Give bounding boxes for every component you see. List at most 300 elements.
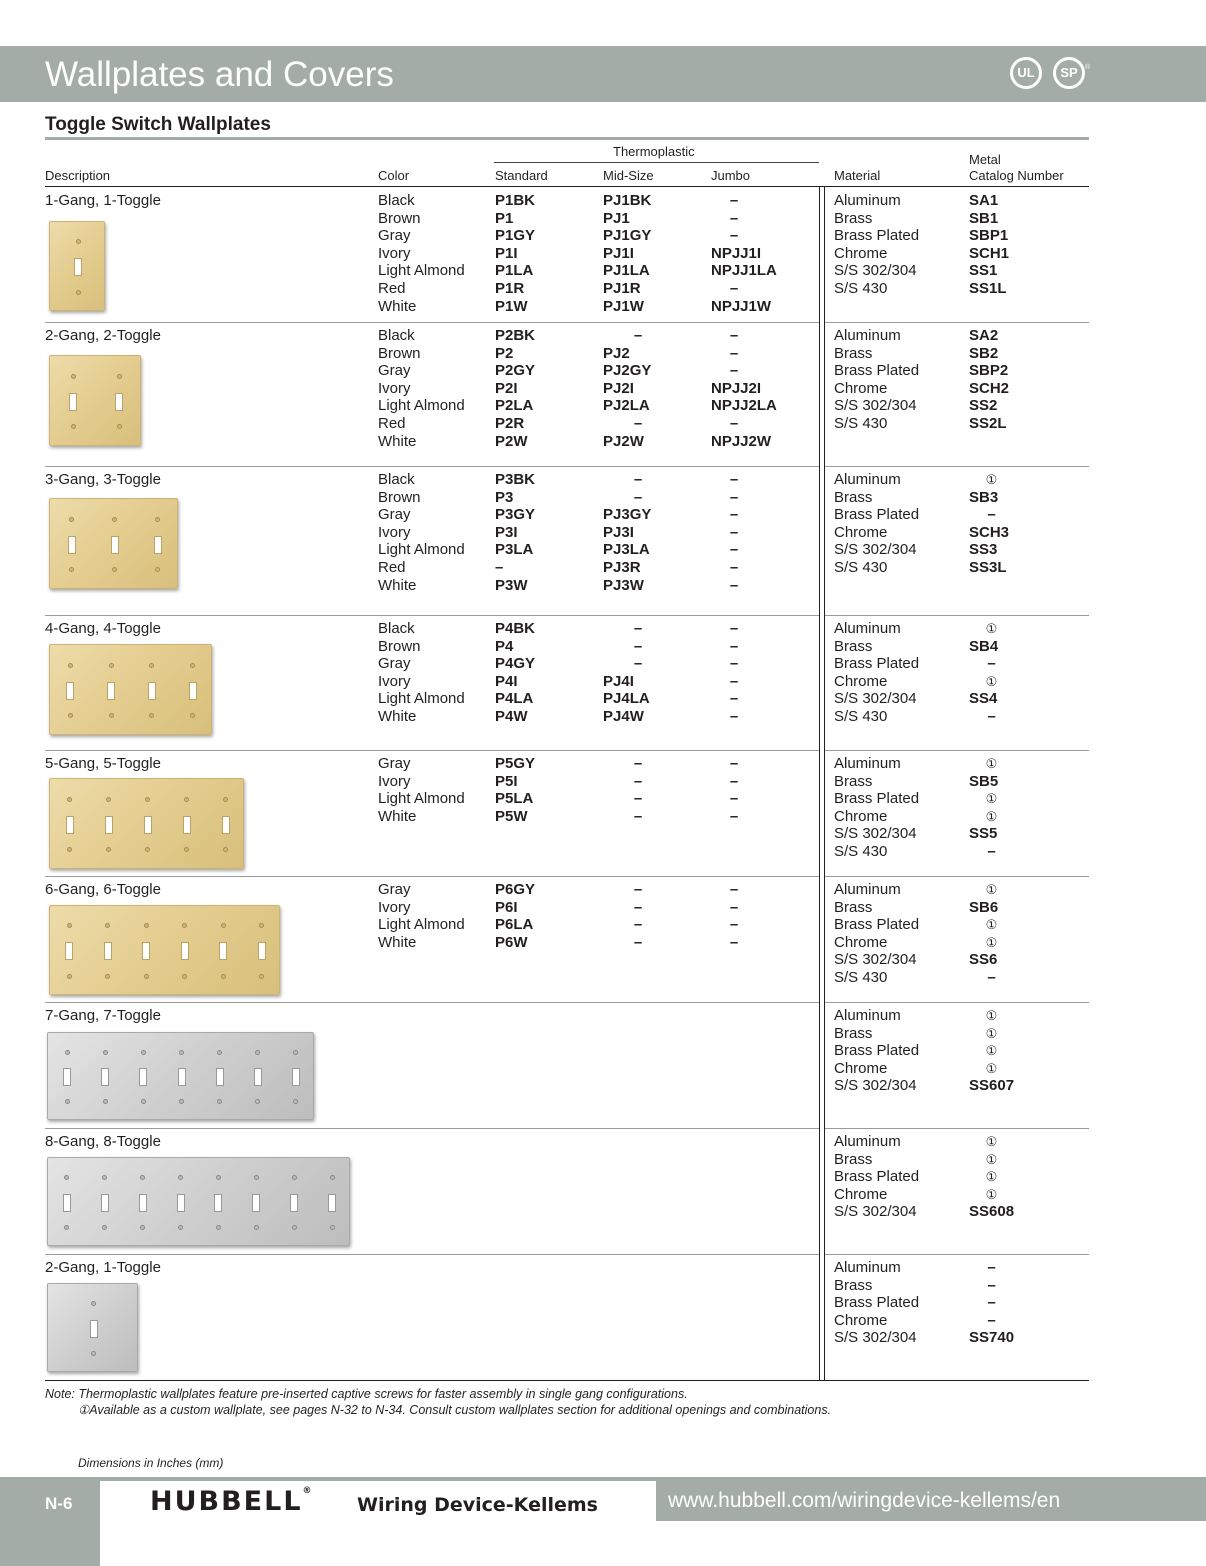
color-list-item: Brown bbox=[378, 209, 421, 227]
wallplate-image bbox=[49, 644, 212, 735]
color-list bbox=[378, 471, 465, 594]
wallplate-image bbox=[47, 1283, 138, 1372]
metal-catalog-item: SA1 bbox=[969, 192, 999, 209]
screw-icon bbox=[149, 663, 154, 668]
screw-icon bbox=[221, 974, 226, 979]
metal-catalog-item: SBP1 bbox=[969, 227, 1009, 245]
toggle-opening bbox=[181, 942, 189, 960]
row-description: 6-Gang, 6-Toggle bbox=[45, 881, 161, 898]
screw-icon bbox=[292, 1175, 297, 1180]
row-separator bbox=[45, 750, 819, 751]
title-rule bbox=[45, 137, 1089, 140]
row-description: 2-Gang, 1-Toggle bbox=[45, 1259, 161, 1276]
color-list bbox=[378, 881, 465, 951]
midsize-catalog-item: – bbox=[633, 881, 643, 898]
metal-catalog-item: ① bbox=[985, 1008, 998, 1023]
jumbo-catalog-item: – bbox=[729, 414, 739, 432]
screw-icon bbox=[179, 1050, 184, 1055]
screw-icon bbox=[105, 974, 110, 979]
screw-icon bbox=[68, 713, 73, 718]
metal-catalog-item: SA2 bbox=[969, 327, 999, 344]
material-list-item: Brass bbox=[834, 1150, 873, 1168]
metal-catalog-item: – bbox=[987, 655, 996, 673]
table-bottom-rule bbox=[45, 1380, 1089, 1381]
standard-catalog-list-item: P5LA bbox=[495, 790, 534, 808]
screw-icon bbox=[217, 1050, 222, 1055]
standard-catalog-list-item: P4W bbox=[495, 707, 528, 725]
midsize-catalog-item: – bbox=[633, 414, 643, 432]
material-list-item: S/S 302/304 bbox=[834, 397, 917, 415]
material-list-item: Brass bbox=[834, 1024, 873, 1042]
material-list-item: Chrome bbox=[834, 1185, 888, 1203]
wallplate-image bbox=[47, 1157, 350, 1246]
color-list-item: Red bbox=[378, 414, 406, 432]
metal-catalog-item: ① bbox=[985, 882, 998, 897]
footer-url-box bbox=[656, 1481, 1206, 1521]
toggle-opening bbox=[222, 816, 230, 834]
screw-icon bbox=[155, 517, 160, 522]
screw-icon bbox=[178, 1175, 183, 1180]
material-list bbox=[834, 192, 919, 298]
metal-catalog-item: SS607 bbox=[969, 1077, 1015, 1095]
toggle-opening bbox=[328, 1194, 336, 1212]
standard-catalog-list-item: P2W bbox=[495, 432, 528, 450]
midsize-catalog-item: PJ4W bbox=[603, 707, 644, 725]
metal-catalog-item: – bbox=[987, 842, 996, 860]
color-list-item: White bbox=[378, 933, 417, 951]
standard-catalog-list-item: P4GY bbox=[495, 655, 536, 673]
toggle-opening bbox=[139, 1068, 147, 1086]
metal-catalog-item: ① bbox=[985, 934, 998, 950]
jumbo-catalog-item: NPJJ1W bbox=[711, 297, 772, 315]
standard-catalog-list-item: P4LA bbox=[495, 690, 534, 708]
screw-icon bbox=[106, 847, 111, 852]
metal-catalog-item: SB5 bbox=[969, 772, 999, 790]
jumbo-catalog-item: – bbox=[729, 192, 739, 209]
standard-catalog-list bbox=[495, 755, 535, 825]
color-list-item: Gray bbox=[378, 362, 411, 380]
material-list-item: Aluminum bbox=[834, 755, 901, 772]
row-separator bbox=[45, 322, 819, 323]
metal-catalog-item: ① bbox=[985, 621, 998, 636]
midsize-catalog-item: – bbox=[633, 807, 643, 825]
toggle-opening bbox=[177, 1194, 185, 1212]
midsize-catalog-item: PJ2W bbox=[603, 432, 644, 450]
toggle-opening bbox=[154, 536, 162, 554]
metal-catalog-list bbox=[969, 620, 1014, 726]
color-list-item: White bbox=[378, 297, 417, 315]
material-list-item: S/S 430 bbox=[834, 279, 888, 297]
standard-catalog-list-item: – bbox=[495, 558, 504, 576]
metal-catalog-list bbox=[969, 1007, 1014, 1095]
screw-icon bbox=[105, 923, 110, 928]
toggle-opening bbox=[183, 816, 191, 834]
material-list bbox=[834, 620, 919, 726]
midsize-catalog-list bbox=[603, 471, 673, 594]
toggle-opening bbox=[68, 536, 76, 554]
metal-catalog-item: – bbox=[987, 968, 996, 986]
color-list-item: Black bbox=[378, 327, 415, 344]
material-list bbox=[834, 1133, 919, 1221]
midsize-catalog-item: PJ3LA bbox=[603, 541, 650, 559]
screw-icon bbox=[91, 1301, 96, 1306]
toggle-opening bbox=[214, 1194, 222, 1212]
standard-catalog-list bbox=[495, 327, 535, 450]
color-list-item: Light Almond bbox=[378, 397, 465, 415]
row-description: 2-Gang, 2-Toggle bbox=[45, 327, 161, 344]
jumbo-catalog-item: – bbox=[729, 327, 739, 344]
material-list bbox=[834, 1007, 919, 1095]
toggle-opening bbox=[101, 1194, 109, 1212]
standard-catalog-list bbox=[495, 192, 535, 315]
material-list-item: Brass bbox=[834, 637, 873, 655]
screw-icon bbox=[259, 974, 264, 979]
jumbo-catalog-item: – bbox=[729, 755, 739, 772]
color-list-item: Red bbox=[378, 558, 406, 576]
color-list-item: Gray bbox=[378, 755, 411, 772]
toggle-opening bbox=[74, 258, 82, 276]
standard-catalog-list-item: P6GY bbox=[495, 881, 536, 898]
standard-catalog-list-item: P5I bbox=[495, 772, 518, 790]
standard-catalog-list-item: P2I bbox=[495, 379, 518, 397]
material-list-item: S/S 302/304 bbox=[834, 541, 917, 559]
toggle-opening bbox=[66, 682, 74, 700]
screw-icon bbox=[184, 847, 189, 852]
row-separator bbox=[825, 615, 1089, 616]
screw-icon bbox=[65, 1050, 70, 1055]
brand-subtitle: Wiring Device-Kellems bbox=[357, 1494, 598, 1516]
material-list bbox=[834, 881, 919, 987]
standard-catalog-list bbox=[495, 620, 535, 726]
color-list-item: Black bbox=[378, 471, 415, 488]
color-list-item: Ivory bbox=[378, 772, 411, 790]
toggle-opening bbox=[107, 682, 115, 700]
color-list-item: Black bbox=[378, 192, 415, 209]
row-separator bbox=[825, 1254, 1089, 1255]
jumbo-catalog-item: – bbox=[729, 790, 739, 808]
jumbo-catalog-item: – bbox=[729, 488, 739, 506]
screw-icon bbox=[149, 713, 154, 718]
metal-catalog-item: ① bbox=[985, 472, 998, 487]
toggle-opening bbox=[254, 1068, 262, 1086]
jumbo-catalog-item: NPJJ1LA bbox=[711, 262, 777, 280]
metal-catalog-item: SS740 bbox=[969, 1329, 1015, 1347]
midsize-catalog-item: PJ1BK bbox=[603, 192, 652, 209]
material-list-item: Brass bbox=[834, 1276, 873, 1294]
header-description: Description bbox=[45, 168, 111, 183]
screw-icon bbox=[109, 663, 114, 668]
midsize-catalog-item: PJ1 bbox=[603, 209, 630, 227]
toggle-opening bbox=[219, 942, 227, 960]
screw-icon bbox=[102, 1175, 107, 1180]
screw-icon bbox=[141, 1099, 146, 1104]
screw-icon bbox=[216, 1225, 221, 1230]
standard-catalog-list-item: P1R bbox=[495, 279, 525, 297]
midsize-catalog-list bbox=[603, 620, 673, 726]
material-list-item: S/S 302/304 bbox=[834, 1203, 917, 1221]
metal-catalog-item: SS6 bbox=[969, 951, 998, 969]
jumbo-catalog-item: – bbox=[729, 227, 739, 245]
row-separator bbox=[45, 876, 819, 877]
jumbo-catalog-item: – bbox=[729, 672, 739, 690]
toggle-opening bbox=[290, 1194, 298, 1212]
color-list bbox=[378, 327, 465, 450]
midsize-catalog-item: PJ2 bbox=[603, 344, 630, 362]
screw-icon bbox=[259, 923, 264, 928]
jumbo-catalog-list bbox=[711, 881, 757, 951]
color-list-item: Gray bbox=[378, 881, 411, 898]
jumbo-catalog-item: – bbox=[729, 344, 739, 362]
midsize-catalog-list bbox=[603, 192, 673, 315]
material-list-item: S/S 302/304 bbox=[834, 1077, 917, 1095]
screw-icon bbox=[190, 663, 195, 668]
row-separator bbox=[825, 466, 1089, 467]
screw-icon bbox=[68, 663, 73, 668]
screw-icon bbox=[102, 1225, 107, 1230]
midsize-catalog-item: PJ3GY bbox=[603, 506, 652, 524]
screw-icon bbox=[69, 517, 74, 522]
standard-catalog-list-item: P3LA bbox=[495, 541, 534, 559]
color-list-item: Ivory bbox=[378, 898, 411, 916]
midsize-catalog-item: PJ1LA bbox=[603, 262, 650, 280]
midsize-catalog-item: – bbox=[633, 916, 643, 934]
color-list-item: Red bbox=[378, 279, 406, 297]
toggle-opening bbox=[65, 942, 73, 960]
standard-catalog-list-item: P2R bbox=[495, 414, 525, 432]
toggle-opening bbox=[258, 942, 266, 960]
registered-mark: ® bbox=[1085, 64, 1091, 71]
material-list-item: S/S 430 bbox=[834, 558, 888, 576]
metal-catalog-item: SCH3 bbox=[969, 523, 1010, 541]
jumbo-catalog-item: – bbox=[729, 690, 739, 708]
row-separator bbox=[45, 1254, 819, 1255]
material-list-item: Aluminum bbox=[834, 327, 901, 344]
screw-icon bbox=[223, 847, 228, 852]
jumbo-catalog-item: – bbox=[729, 807, 739, 825]
screw-icon bbox=[255, 1099, 260, 1104]
midsize-catalog-item: PJ3R bbox=[603, 558, 641, 576]
metal-catalog-item: ① bbox=[985, 808, 998, 824]
material-list-item: Brass bbox=[834, 772, 873, 790]
metal-catalog-item: SS4 bbox=[969, 690, 998, 708]
color-list-item: Light Almond bbox=[378, 262, 465, 280]
metal-catalog-item: ① bbox=[985, 1025, 998, 1041]
color-list-item: Gray bbox=[378, 655, 411, 673]
row-description: 4-Gang, 4-Toggle bbox=[45, 620, 161, 637]
midsize-catalog-list bbox=[603, 755, 673, 825]
screw-icon bbox=[254, 1225, 259, 1230]
midsize-catalog-item: – bbox=[633, 790, 643, 808]
ul-certification-icon: UL bbox=[1010, 57, 1042, 89]
material-list-item: Chrome bbox=[834, 933, 888, 951]
midsize-catalog-item: – bbox=[633, 655, 643, 673]
color-list-item: Gray bbox=[378, 227, 411, 245]
material-list-item: Brass Plated bbox=[834, 506, 920, 524]
material-list-item: Aluminum bbox=[834, 881, 901, 898]
material-list-item: Aluminum bbox=[834, 1007, 901, 1024]
material-list-item: Brass Plated bbox=[834, 1294, 920, 1312]
standard-catalog-list-item: P1 bbox=[495, 209, 514, 227]
column-divider bbox=[819, 187, 820, 1381]
row-separator bbox=[45, 615, 819, 616]
midsize-catalog-item: PJ1I bbox=[603, 244, 634, 262]
website-link[interactable]: www.hubbell.com/wiringdevice-kellems/en bbox=[668, 1489, 1061, 1512]
material-list-item: S/S 302/304 bbox=[834, 951, 917, 969]
material-list-item: Chrome bbox=[834, 807, 888, 825]
midsize-catalog-item: – bbox=[633, 637, 643, 655]
standard-catalog-list-item: P3 bbox=[495, 488, 514, 506]
standard-catalog-list bbox=[495, 881, 535, 951]
jumbo-catalog-item: – bbox=[729, 541, 739, 559]
screw-icon bbox=[71, 424, 76, 429]
screw-icon bbox=[223, 797, 228, 802]
standard-catalog-list bbox=[495, 471, 535, 594]
material-list-item: Brass Plated bbox=[834, 362, 920, 380]
jumbo-catalog-item: – bbox=[729, 558, 739, 576]
toggle-opening bbox=[115, 393, 123, 411]
material-list-item: Chrome bbox=[834, 672, 888, 690]
material-list-item: Brass bbox=[834, 898, 873, 916]
metal-catalog-item: SS2L bbox=[969, 414, 1007, 432]
section-title: Toggle Switch Wallplates bbox=[45, 114, 271, 135]
jumbo-catalog-list bbox=[711, 327, 777, 450]
material-list-item: Aluminum bbox=[834, 192, 901, 209]
color-list-item: Gray bbox=[378, 506, 411, 524]
jumbo-catalog-item: NPJJ2W bbox=[711, 432, 772, 450]
toggle-opening bbox=[69, 393, 77, 411]
header-standard: Standard bbox=[495, 168, 548, 183]
row-separator bbox=[825, 876, 1089, 877]
metal-catalog-item: ① bbox=[985, 1151, 998, 1167]
metal-catalog-item: ① bbox=[985, 1043, 998, 1059]
toggle-opening bbox=[189, 682, 197, 700]
material-list-item: S/S 430 bbox=[834, 414, 888, 432]
material-list-item: Aluminum bbox=[834, 1259, 901, 1276]
header-metal: Metal bbox=[969, 152, 1001, 167]
wallplate-image bbox=[49, 778, 244, 869]
toggle-opening bbox=[101, 1068, 109, 1086]
jumbo-catalog-item: – bbox=[729, 362, 739, 380]
standard-catalog-list-item: P2 bbox=[495, 344, 514, 362]
standard-catalog-list-item: P1LA bbox=[495, 262, 534, 280]
jumbo-catalog-item: NPJJ2LA bbox=[711, 397, 777, 415]
hubbell-logo: HUBBELL® bbox=[150, 1486, 312, 1517]
material-list-item: Brass bbox=[834, 488, 873, 506]
midsize-catalog-item: – bbox=[633, 488, 643, 506]
screw-icon bbox=[103, 1099, 108, 1104]
screw-icon bbox=[140, 1225, 145, 1230]
screw-icon bbox=[179, 1099, 184, 1104]
row-description: 8-Gang, 8-Toggle bbox=[45, 1133, 161, 1150]
color-list-item: White bbox=[378, 807, 417, 825]
metal-catalog-item: – bbox=[987, 1259, 996, 1276]
header-banner bbox=[0, 46, 1206, 102]
jumbo-catalog-item: – bbox=[729, 576, 739, 594]
metal-catalog-item: – bbox=[987, 1311, 996, 1329]
midsize-catalog-item: PJ2GY bbox=[603, 362, 652, 380]
color-list-item: Light Almond bbox=[378, 916, 465, 934]
screw-icon bbox=[109, 713, 114, 718]
screw-icon bbox=[182, 923, 187, 928]
screw-icon bbox=[145, 797, 150, 802]
screw-icon bbox=[330, 1175, 335, 1180]
toggle-opening bbox=[139, 1194, 147, 1212]
jumbo-catalog-item: – bbox=[729, 898, 739, 916]
metal-catalog-item: SS3L bbox=[969, 558, 1007, 576]
metal-catalog-item: SCH1 bbox=[969, 244, 1010, 262]
metal-catalog-item: SB4 bbox=[969, 637, 999, 655]
metal-catalog-item: ① bbox=[985, 917, 998, 933]
toggle-opening bbox=[90, 1320, 98, 1338]
metal-catalog-item: SS1 bbox=[969, 262, 998, 280]
midsize-catalog-item: – bbox=[633, 471, 643, 488]
screw-icon bbox=[221, 923, 226, 928]
toggle-opening bbox=[292, 1068, 300, 1086]
metal-catalog-item: ① bbox=[985, 673, 998, 689]
jumbo-catalog-item: – bbox=[729, 881, 739, 898]
standard-catalog-list-item: P4BK bbox=[495, 620, 536, 637]
toggle-opening bbox=[111, 536, 119, 554]
screw-icon bbox=[69, 567, 74, 572]
screw-icon bbox=[112, 567, 117, 572]
material-list-item: Aluminum bbox=[834, 620, 901, 637]
dimensions-note: Dimensions in Inches (mm) bbox=[78, 1456, 224, 1470]
header-midsize: Mid-Size bbox=[603, 168, 654, 183]
screw-icon bbox=[67, 974, 72, 979]
standard-catalog-list-item: P5GY bbox=[495, 755, 536, 772]
metal-catalog-item: SB6 bbox=[969, 898, 999, 916]
color-list-item: Light Almond bbox=[378, 790, 465, 808]
color-list-item: Ivory bbox=[378, 523, 411, 541]
toggle-opening bbox=[63, 1194, 71, 1212]
metal-catalog-list bbox=[969, 755, 1014, 861]
screw-icon bbox=[292, 1225, 297, 1230]
page-number: N-6 bbox=[45, 1494, 73, 1513]
midsize-catalog-item: – bbox=[633, 755, 643, 772]
standard-catalog-list-item: P6LA bbox=[495, 916, 534, 934]
metal-catalog-item: SB1 bbox=[969, 209, 999, 227]
jumbo-catalog-list bbox=[711, 620, 757, 726]
metal-catalog-item: SS1L bbox=[969, 279, 1007, 297]
material-list-item: S/S 302/304 bbox=[834, 825, 917, 843]
color-list-item: Light Almond bbox=[378, 541, 465, 559]
screw-icon bbox=[190, 713, 195, 718]
material-list-item: Chrome bbox=[834, 379, 888, 397]
metal-catalog-item: SB2 bbox=[969, 344, 999, 362]
jumbo-catalog-item: – bbox=[729, 655, 739, 673]
jumbo-catalog-item: – bbox=[729, 933, 739, 951]
screw-icon bbox=[293, 1050, 298, 1055]
midsize-catalog-item: PJ1GY bbox=[603, 227, 652, 245]
screw-icon bbox=[184, 797, 189, 802]
metal-catalog-item: – bbox=[987, 506, 996, 524]
screw-icon bbox=[117, 374, 122, 379]
midsize-catalog-item: – bbox=[633, 327, 643, 344]
row-description: 1-Gang, 1-Toggle bbox=[45, 192, 161, 209]
footer-page-tab bbox=[0, 1477, 100, 1566]
jumbo-catalog-item: – bbox=[729, 707, 739, 725]
midsize-catalog-item: PJ1W bbox=[603, 297, 644, 315]
wallplate-image bbox=[49, 221, 105, 311]
metal-catalog-list bbox=[969, 192, 1009, 298]
material-list-item: S/S 302/304 bbox=[834, 690, 917, 708]
screw-icon bbox=[64, 1175, 69, 1180]
material-list-item: S/S 430 bbox=[834, 842, 888, 860]
jumbo-catalog-item: – bbox=[729, 772, 739, 790]
material-list-item: Brass Plated bbox=[834, 655, 920, 673]
metal-catalog-list bbox=[969, 327, 1009, 433]
screw-icon bbox=[65, 1099, 70, 1104]
